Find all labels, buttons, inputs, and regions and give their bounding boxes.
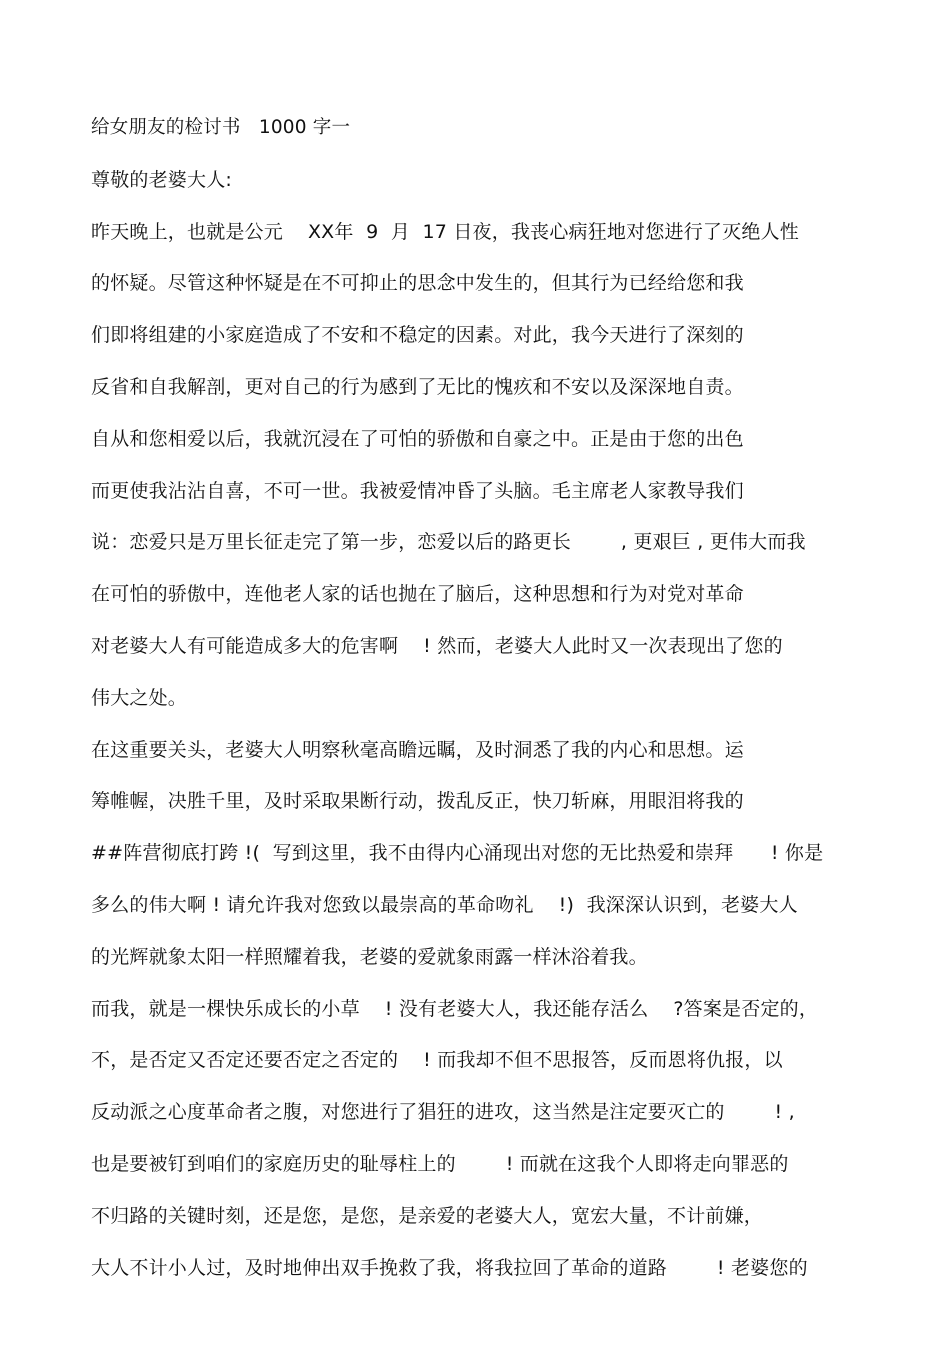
body-line: 对老婆大人有可能造成多大的危害啊 ! 然而，老婆大人此时又一次表现出了您的 xyxy=(91,634,783,657)
body-line: 在这重要关头，老婆大人明察秋毫高瞻远瞩，及时洞悉了我的内心和思想。运 xyxy=(91,738,744,761)
body-line: 的光辉就象太阳一样照耀着我，老婆的爱就象雨露一样沐浴着我。 xyxy=(91,945,648,968)
body-line: 们即将组建的小家庭造成了不安和不稳定的因素。对此，我今天进行了深刻的 xyxy=(91,324,744,347)
body-line: 不归路的关键时刻，还是您，是您，是亲爱的老婆大人，宽宏大量，不计前嫌， xyxy=(91,1204,764,1227)
body-line: ##阵营彻底打跨 !( 写到这里，我不由得内心涌现出对您的无比热爱和崇拜 ! 你是 xyxy=(91,842,824,865)
salutation: 尊敬的老婆大人: xyxy=(91,168,233,191)
body-line: 大人不计小人过，及时地伸出双手挽救了我，将我拉回了革命的道路 ! 老婆您的 xyxy=(91,1256,808,1279)
body-line: 也是要被钉到咱们的家庭历史的耻辱柱上的 ! 而就在这我个人即将走向罪恶的 xyxy=(91,1152,789,1175)
body-line: 的怀疑。尽管这种怀疑是在不可抑止的思念中发生的，但其行为已经给您和我 xyxy=(91,272,744,295)
document-title: 给女朋友的检讨书 1000 字一 xyxy=(91,117,351,138)
body-line: 筹帷幄，决胜千里，及时采取果断行动，拨乱反正，快刀斩麻，用眼泪将我的 xyxy=(91,790,744,813)
body-line: 而我，就是一棵快乐成长的小草 ! 没有老婆大人，我还能存活么 ?答案是否定的， xyxy=(91,997,819,1020)
body-line: 伟大之处。 xyxy=(91,686,188,709)
body-line: 昨天晚上，也就是公元 XX年 9 月 17 日夜，我丧心病狂地对您进行了灭绝人性 xyxy=(91,220,799,243)
body-line: 多么的伟大啊 ! 请允许我对您致以最崇高的革命吻礼 !) 我深深认识到，老婆大人 xyxy=(91,893,798,916)
body-line: 在可怕的骄傲中，连他老人家的话也抛在了脑后，这种思想和行为对党对革命 xyxy=(91,583,744,606)
body-line: 而更使我沾沾自喜，不可一世。我被爱情冲昏了头脑。毛主席老人家教导我们 xyxy=(91,479,744,502)
body-line: 反动派之心度革命者之腹，对您进行了猖狂的进攻，这当然是注定要灭亡的 ! , xyxy=(91,1101,795,1124)
body-line: 反省和自我解剖，更对自己的行为感到了无比的愧疚和不安以及深深地自责。 xyxy=(91,375,744,398)
body-line: 自从和您相爱以后，我就沉浸在了可怕的骄傲和自豪之中。正是由于您的出色 xyxy=(91,427,744,450)
document-body xyxy=(91,110,881,1286)
body-line: 不，是否定又否定还要否定之否定的 ! 而我却不但不思报答，反而恩将仇报，以 xyxy=(91,1049,783,1072)
body-line: 说：恋爱只是万里长征走完了第一步，恋爱以后的路更长 , 更艰巨 , 更伟大而我 xyxy=(91,531,806,554)
